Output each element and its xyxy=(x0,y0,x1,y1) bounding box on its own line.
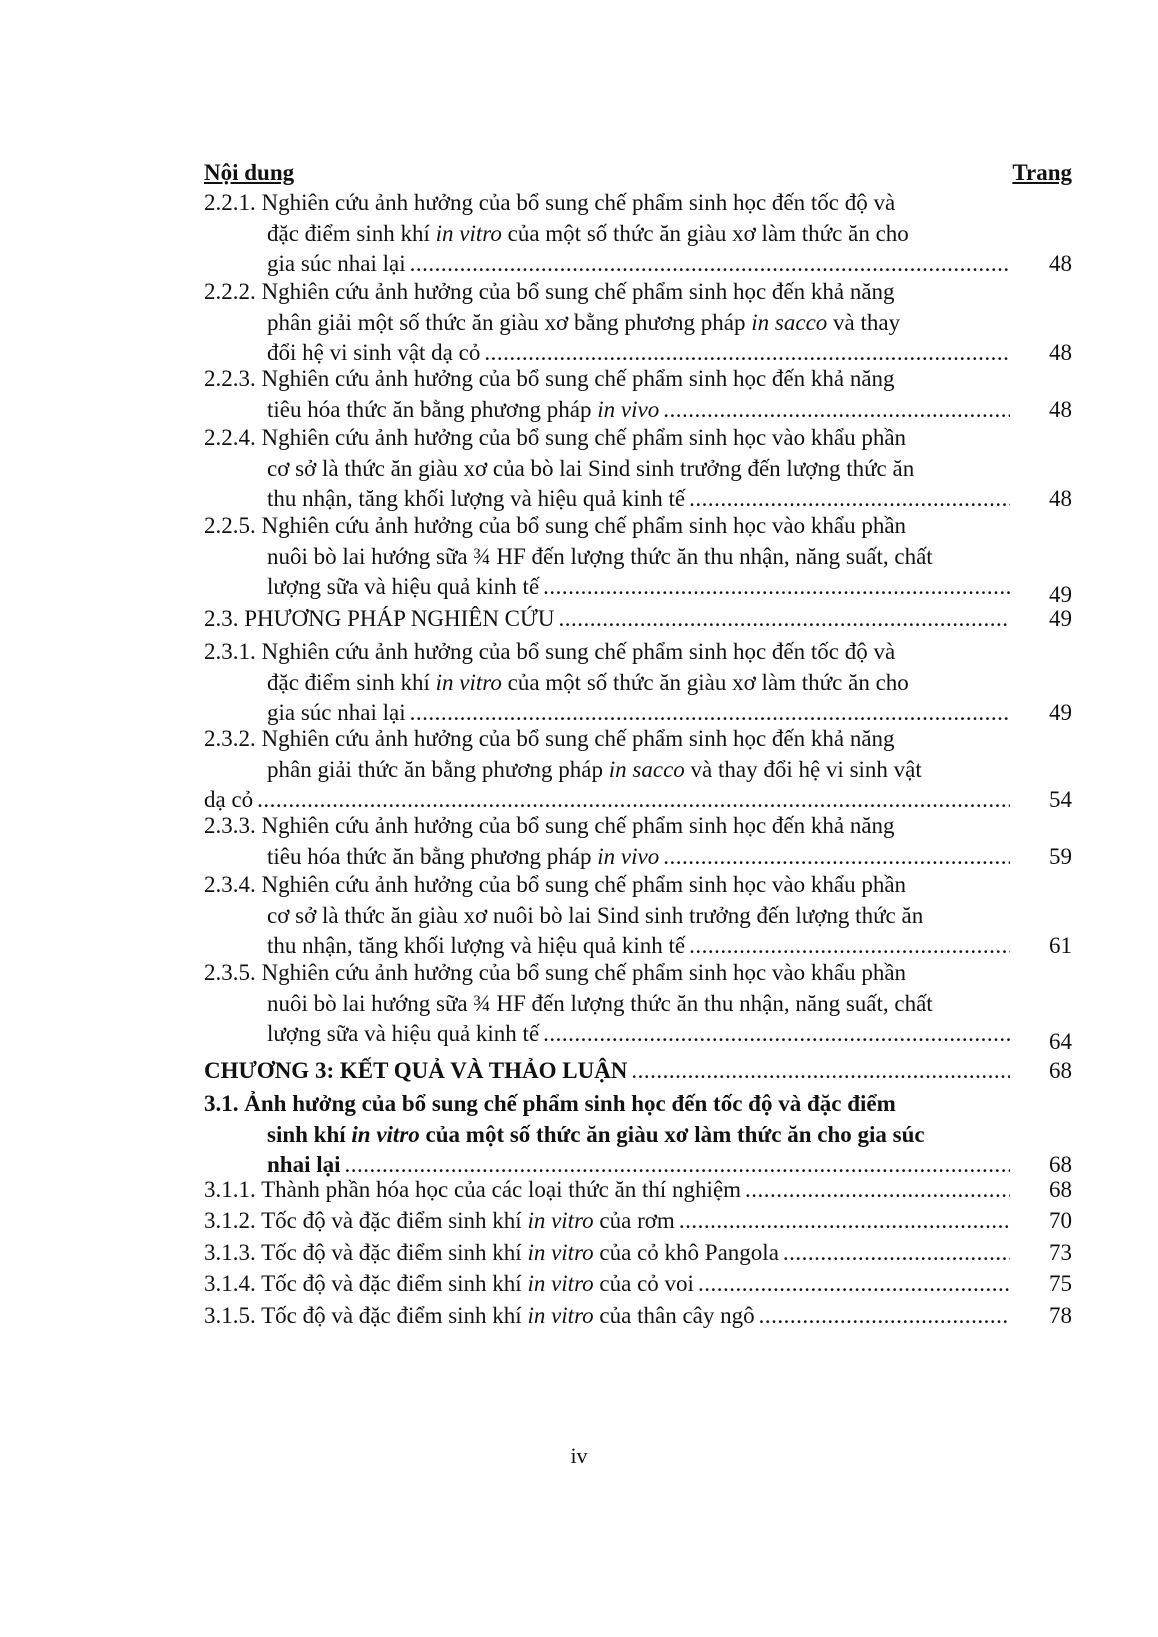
toc-line xyxy=(204,668,1072,699)
toc-line xyxy=(204,1269,1072,1300)
toc-line-text: lượng sữa và hiệu quả kinh tế xyxy=(267,574,540,599)
toc-line xyxy=(204,1056,1072,1087)
page-number: 49 xyxy=(1049,606,1072,631)
dot-leader xyxy=(543,572,1010,603)
toc-line xyxy=(204,755,1072,786)
toc-line xyxy=(204,1089,1072,1120)
toc-line-text: 3.1.4. Tốc độ và đặc điểm sinh khí in vitro của cỏ voi xyxy=(204,1271,694,1296)
dot-leader xyxy=(783,1238,1010,1269)
page-number: 68 xyxy=(1049,1058,1072,1083)
page-footer-number: iv xyxy=(570,1443,588,1468)
dot-leader xyxy=(631,1056,1010,1087)
toc-line-text: gia súc nhai lại xyxy=(267,700,406,725)
dot-leader xyxy=(663,842,1010,873)
toc-line-text: 2.3.3. Nghiên cứu ảnh hưởng của bổ sung chế phẩm sinh học đến khả năng xyxy=(204,813,895,838)
toc-entry-3-1-5 xyxy=(204,1301,1072,1332)
toc-entry-3-1-4 xyxy=(204,1269,1072,1300)
toc-line xyxy=(204,1120,1072,1151)
page-number: 49 xyxy=(1049,582,1072,607)
toc-line-text: 2.2.3. Nghiên cứu ảnh hưởng của bổ sung chế phẩm sinh học đến khả năng xyxy=(204,366,895,391)
toc-line xyxy=(204,1206,1072,1237)
toc-entry-2-3 xyxy=(204,604,1072,635)
toc-entry-2-3-5 xyxy=(204,958,1072,1054)
toc-line-text: phân giải thức ăn bằng phương pháp in sacco và thay đổi hệ vi sinh vật xyxy=(267,756,922,782)
toc-line-text: 2.3.1. Nghiên cứu ảnh hưởng của bổ sung chế phẩm sinh học đến tốc độ và xyxy=(204,639,896,664)
toc-line xyxy=(204,811,1072,842)
toc-line-text: 2.3.4. Nghiên cứu ảnh hưởng của bổ sung chế phẩm sinh học vào khẩu phần xyxy=(204,872,907,897)
toc-line-text: cơ sở là thức ăn giàu xơ của bò lai Sind sinh trưởng đến lượng thức ăn xyxy=(267,455,915,481)
toc-entry-2-3-1 xyxy=(204,637,1072,729)
page-column-label: Trang xyxy=(1012,160,1072,185)
toc-line xyxy=(204,277,1072,308)
toc-line xyxy=(204,395,1072,426)
toc-entry-2-3-4 xyxy=(204,870,1072,962)
toc-line-text: lượng sữa và hiệu quả kinh tế xyxy=(267,1021,540,1046)
toc-line-text: 2.3.2. Nghiên cứu ảnh hưởng của bổ sung chế phẩm sinh học đến khả năng xyxy=(204,726,895,751)
toc-line xyxy=(204,1301,1072,1332)
toc-entry-2-3-2 xyxy=(204,724,1072,816)
page-number: 68 xyxy=(1049,1152,1072,1177)
dot-leader xyxy=(410,249,1010,280)
page-number: 70 xyxy=(1049,1208,1072,1233)
page-number: 54 xyxy=(1049,787,1072,812)
toc-line-text: nuôi bò lai hướng sữa ¾ HF đến lượng thức ăn thu nhận, năng suất, chất xyxy=(267,543,933,569)
dot-leader xyxy=(663,395,1010,426)
toc-line xyxy=(204,1175,1072,1206)
dot-leader xyxy=(543,1019,1010,1050)
toc-line-text: 3.1.5. Tốc độ và đặc điểm sinh khí in vitro của thân cây ngô xyxy=(204,1303,755,1328)
toc-line xyxy=(204,989,1072,1020)
page-number: 75 xyxy=(1049,1271,1072,1296)
toc-line xyxy=(204,484,1072,515)
toc-line-text: tiêu hóa thức ăn bằng phương pháp in vivo xyxy=(267,843,660,869)
toc-line xyxy=(204,572,1072,607)
toc-entry-2-2-3 xyxy=(204,364,1072,425)
toc-entry-3-1-1 xyxy=(204,1175,1072,1206)
toc-line-text: 3.1.3. Tốc độ và đặc điểm sinh khí in vitro của cỏ khô Pangola xyxy=(204,1240,779,1265)
toc-line xyxy=(204,511,1072,542)
toc-line xyxy=(204,958,1072,989)
toc-entry-chapter-3 xyxy=(204,1056,1072,1087)
toc-line-text: 3.1. Ảnh hưởng của bổ sung chế phẩm sinh học đến tốc độ và đặc điểm xyxy=(204,1091,896,1116)
dot-leader xyxy=(689,931,1010,962)
toc-line xyxy=(204,364,1072,395)
content-column-label: Nội dung xyxy=(204,160,295,185)
toc-line-text: 2.3.5. Nghiên cứu ảnh hưởng của bổ sung chế phẩm sinh học vào khẩu phần xyxy=(204,960,907,985)
toc-line xyxy=(204,637,1072,668)
page-number: 48 xyxy=(1049,340,1072,365)
toc-line-text: 2.2.5. Nghiên cứu ảnh hưởng của bổ sung chế phẩm sinh học vào khẩu phần xyxy=(204,513,907,538)
dot-leader xyxy=(698,1269,1010,1300)
page-number: 48 xyxy=(1049,396,1072,422)
toc-entry-2-3-3 xyxy=(204,811,1072,872)
toc-line-text: gia súc nhai lại xyxy=(267,251,406,276)
toc-line-text: 3.1.2. Tốc độ và đặc điểm sinh khí in vitro của rơm xyxy=(204,1208,675,1233)
page-number: 59 xyxy=(1049,843,1072,869)
toc-line-text: 2.2.2. Nghiên cứu ảnh hưởng của bổ sung chế phẩm sinh học đến khả năng xyxy=(204,279,895,304)
toc-line-text: sinh khí in vitro của một số thức ăn giàu xơ làm thức ăn cho gia súc xyxy=(267,1121,925,1147)
toc-line xyxy=(204,842,1072,873)
toc-line xyxy=(204,219,1072,250)
toc-line-text: 3.1.1. Thành phần hóa học của các loại thức ăn thí nghiệm xyxy=(204,1177,742,1202)
toc-line-text: 2.2.1. Nghiên cứu ảnh hưởng của bổ sung chế phẩm sinh học đến tốc độ và xyxy=(204,190,896,215)
dot-leader xyxy=(759,1301,1010,1332)
dot-leader xyxy=(558,604,1010,635)
toc-line-text: đổi hệ vi sinh vật dạ cỏ xyxy=(267,340,481,365)
toc-line-text: dạ cỏ xyxy=(204,787,254,812)
toc-line xyxy=(204,1238,1072,1269)
toc-line xyxy=(204,604,1072,635)
toc-line-text: đặc điểm sinh khí in vitro của một số thức ăn giàu xơ làm thức ăn cho xyxy=(267,669,909,695)
toc-entry-3-1-3 xyxy=(204,1238,1072,1269)
dot-leader xyxy=(689,484,1010,515)
toc-line-text: đặc điểm sinh khí in vitro của một số thức ăn giàu xơ làm thức ăn cho xyxy=(267,220,909,246)
toc-entry-2-2-5 xyxy=(204,511,1072,607)
page-number: 68 xyxy=(1049,1177,1072,1202)
toc-line-text: nhai lại xyxy=(267,1152,341,1177)
page-number: 78 xyxy=(1049,1303,1072,1328)
toc-line-text: thu nhận, tăng khối lượng và hiệu quả kinh tế xyxy=(267,486,686,511)
toc-line xyxy=(204,454,1072,485)
toc-entry-3-1 xyxy=(204,1089,1072,1181)
toc-entry-2-2-1 xyxy=(204,188,1072,280)
page-number: 48 xyxy=(1049,486,1072,511)
page-number: 73 xyxy=(1049,1240,1072,1265)
page-number: 61 xyxy=(1049,933,1072,958)
toc-line-text: cơ sở là thức ăn giàu xơ nuôi bò lai Sind sinh trưởng đến lượng thức ăn xyxy=(267,902,924,928)
toc-line xyxy=(204,542,1072,573)
toc-line xyxy=(204,308,1072,339)
toc-line xyxy=(204,1019,1072,1054)
toc-line xyxy=(204,901,1072,932)
toc-line-text: phân giải một số thức ăn giàu xơ bằng phương pháp in sacco và thay xyxy=(267,309,901,335)
dot-leader xyxy=(679,1206,1010,1237)
toc-line xyxy=(204,931,1072,962)
toc-line xyxy=(204,870,1072,901)
page-number: 48 xyxy=(1049,251,1072,276)
page-number: 49 xyxy=(1049,700,1072,725)
toc-line xyxy=(204,249,1072,280)
toc-line-text: 2.2.4. Nghiên cứu ảnh hưởng của bổ sung chế phẩm sinh học vào khẩu phần xyxy=(204,425,907,450)
toc-line xyxy=(204,724,1072,755)
toc-entry-2-2-4 xyxy=(204,423,1072,515)
toc-entry-2-2-2 xyxy=(204,277,1072,369)
toc-line xyxy=(204,188,1072,219)
toc-line-text: CHƯƠNG 3: KẾT QUẢ VÀ THẢO LUẬN xyxy=(204,1058,628,1083)
toc-entry-3-1-2 xyxy=(204,1206,1072,1237)
toc-line-text: tiêu hóa thức ăn bằng phương pháp in vivo xyxy=(267,396,660,422)
toc-line-text: 2.3. PHƯƠNG PHÁP NGHIÊN CỨU xyxy=(204,606,555,631)
page-number: 64 xyxy=(1049,1029,1072,1054)
toc-line-text: thu nhận, tăng khối lượng và hiệu quả kinh tế xyxy=(267,933,686,958)
dot-leader xyxy=(745,1175,1010,1206)
toc-line-text: nuôi bò lai hướng sữa ¾ HF đến lượng thức ăn thu nhận, năng suất, chất xyxy=(267,990,933,1016)
toc-line xyxy=(204,423,1072,454)
